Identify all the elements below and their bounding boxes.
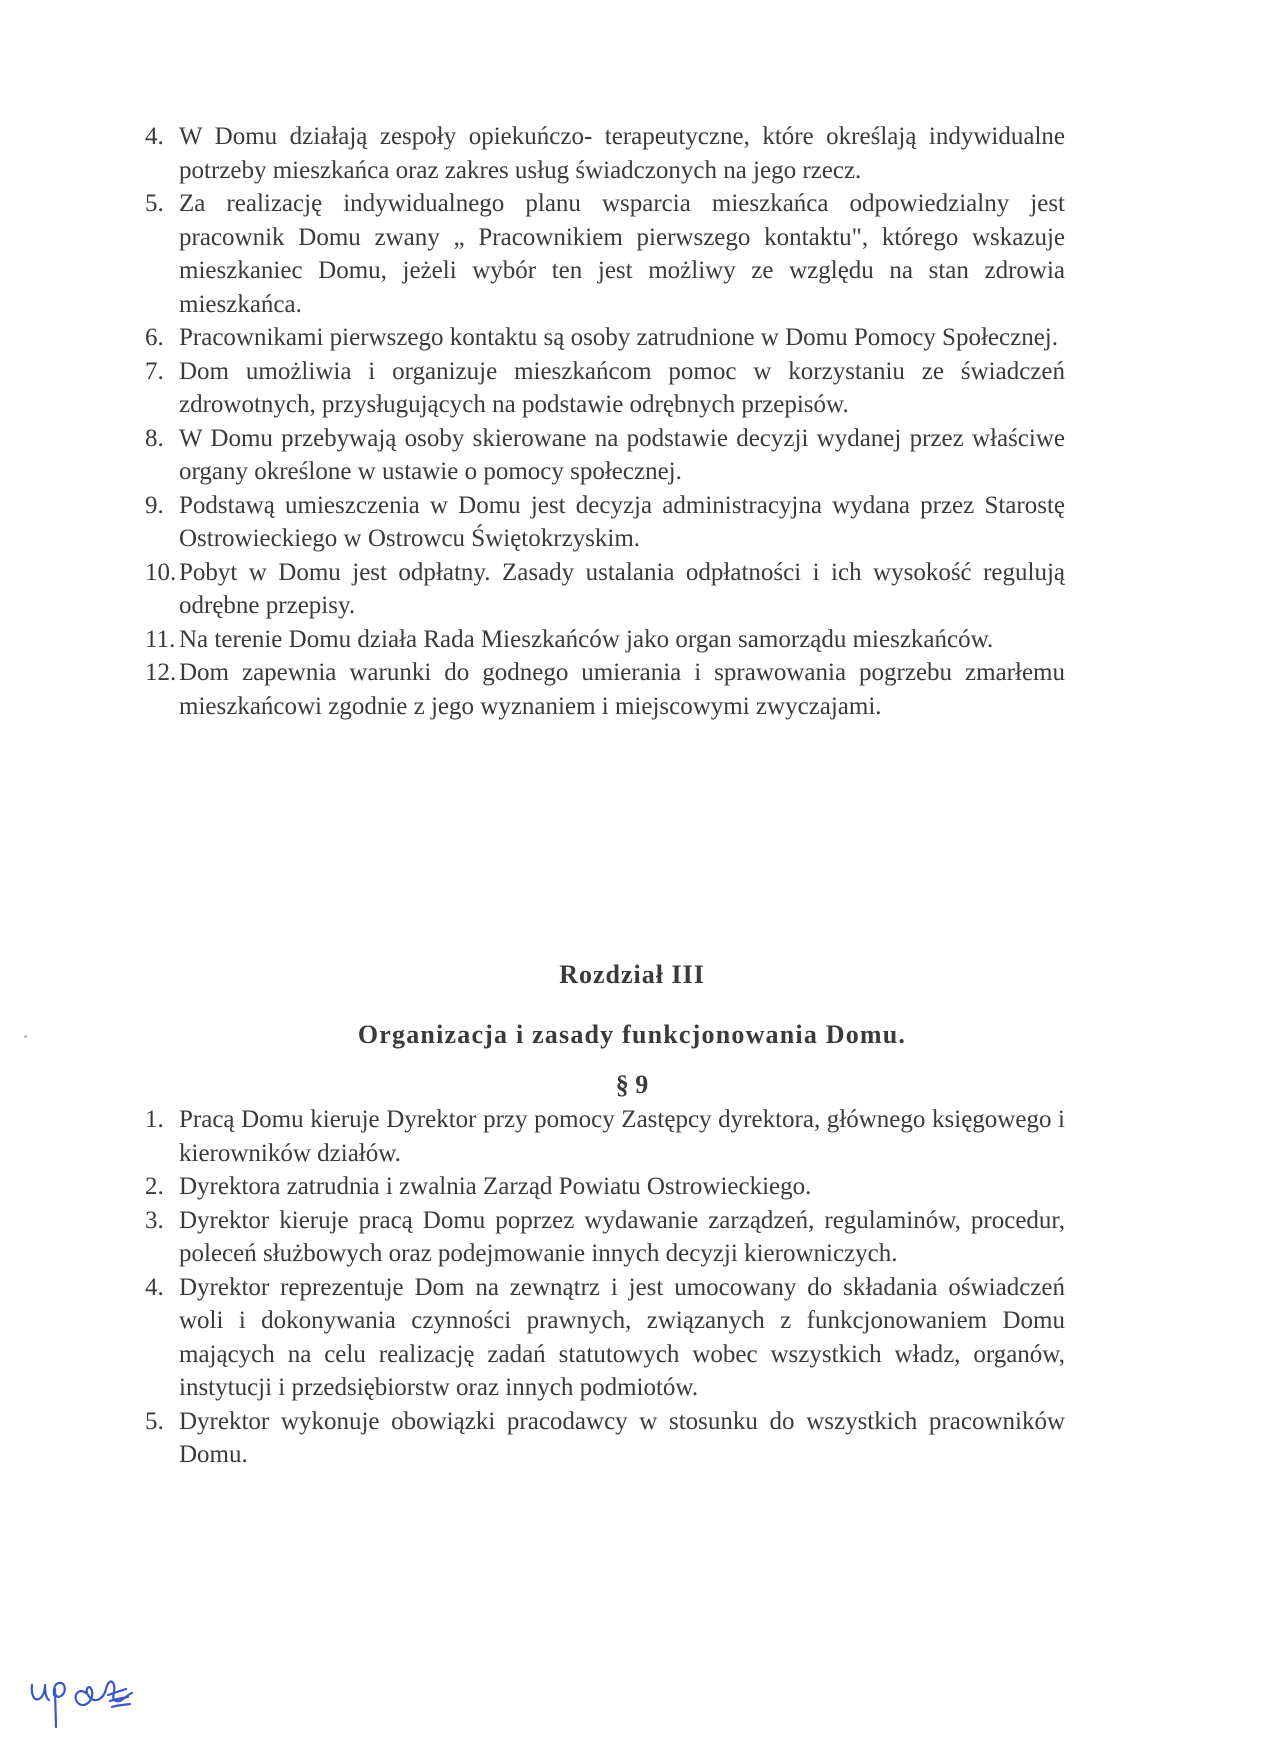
item-text: Dyrektor reprezentuje Dom na zewnątrz i jest umocowany do składania oświadczeń woli i dokonywania czynności prawnych, związanych z funkcjonowaniem Domu mających na celu realizację zadań statutowych wobec wszystkich władz, organów, instytucji i przedsiębiorstw oraz innych podmiotów. — [179, 1273, 1065, 1401]
signature-initial-u — [32, 1685, 49, 1700]
item-number: 4. — [145, 123, 164, 150]
list-item — [145, 1405, 1065, 1472]
item-text: W Domu przebywają osoby skierowane na podstawie decyzji wydanej przez właściwe organy określone w ustawie o pomocy społecznej. — [179, 424, 1065, 485]
item-text: Pobyt w Domu jest odpłatny. Zasady ustalania odpłatności i ich wysokość regulują odrębne przepisy. — [179, 558, 1065, 619]
statute-list-top — [145, 120, 1065, 723]
item-text: Dyrektora zatrudnia i zwalnia Zarząd Powiatu Ostrowieckiego. — [179, 1173, 812, 1200]
list-item — [145, 355, 1065, 422]
item-text: W Domu działają zespoły opiekuńczo- terapeutyczne, które określają indywidualne potrzeby mieszkańca oraz zakres usług świadczonych na jego rzecz. — [179, 123, 1065, 184]
item-text: Pracą Domu kieruje Dyrektor przy pomocy Zastępcy dyrektora, głównego księgowego i kierowników działów. — [179, 1106, 1065, 1167]
statute-list-bottom — [145, 1103, 1065, 1472]
list-item — [145, 1271, 1065, 1405]
item-number: 8. — [145, 424, 164, 452]
item-number: 5. — [145, 1407, 164, 1435]
item-text: Dyrektor wykonuje obowiązki pracodawcy w stosunku do wszystkich pracowników Domu. — [179, 1407, 1065, 1468]
list-item — [145, 556, 1065, 623]
item-number: 10. — [145, 558, 177, 586]
chapter-subtitle: Organizacja i zasady funkcjonowania Domu. — [357, 1020, 907, 1049]
list-item — [145, 321, 1065, 355]
signature-flourish — [76, 1682, 132, 1707]
item-text: Za realizację indywidualnego planu wsparcia mieszkańca odpowiedzialny jest pracownik Domu zwany „ Pracownikiem pierwszego kontaktu", którego wskazuje mieszkaniec Domu, jeżeli wybór ten jest możliwy ze względu na stan zdrowia mieszkańca. — [179, 190, 1065, 318]
item-number: 2. — [145, 1173, 164, 1200]
item-text: Pracownikami pierwszego kontaktu są osoby zatrudnione w Domu Pomocy Społecznej. — [179, 324, 1058, 351]
list-item — [145, 187, 1065, 321]
item-text: Dom umożliwia i organizuje mieszkańcom pomoc w korzystaniu ze świadczeń zdrowotnych, przysługujących na podstawie odrębnych przepisów. — [179, 357, 1065, 418]
item-text: Podstawą umieszczenia w Domu jest decyzja administracyjna wydana przez Starostę Ostrowieckiego w Ostrowcu Świętokrzyskim. — [179, 491, 1065, 552]
scan-speck — [24, 1035, 27, 1038]
item-text: Na terenie Domu działa Rada Mieszkańców jako organ samorządu mieszkańców. — [179, 625, 994, 653]
item-number: 5. — [145, 190, 164, 217]
item-number: 3. — [145, 1206, 164, 1234]
list-item — [145, 1204, 1065, 1271]
list-item — [145, 1103, 1065, 1170]
item-number: 12. — [145, 659, 177, 686]
chapter-title: Rozdział III — [559, 960, 705, 989]
signature-initial-p — [54, 1683, 65, 1727]
list-item — [145, 623, 1065, 657]
list-item — [145, 120, 1065, 187]
handwritten-signature — [28, 1665, 158, 1735]
item-number: 11. — [145, 625, 176, 653]
item-text: Dyrektor kieruje pracą Domu poprzez wydawanie zarządzeń, regulaminów, procedur, poleceń służbowych oraz podejmowanie innych decyzji kierowniczych. — [179, 1206, 1065, 1267]
item-number: 9. — [145, 491, 164, 519]
list-item — [145, 656, 1065, 723]
list-item — [145, 489, 1065, 556]
item-number: 6. — [145, 324, 164, 351]
list-item — [145, 1170, 1065, 1204]
list-item — [145, 422, 1065, 489]
item-number: 4. — [145, 1273, 164, 1301]
item-number: 1. — [145, 1106, 164, 1133]
section-mark: § 9 — [615, 1070, 649, 1099]
item-text: Dom zapewnia warunki do godnego umierania i sprawowania pogrzebu zmarłemu mieszkańcowi zgodnie z jego wyznaniem i miejscowymi zwyczajami. — [179, 659, 1065, 720]
item-number: 7. — [145, 357, 164, 385]
